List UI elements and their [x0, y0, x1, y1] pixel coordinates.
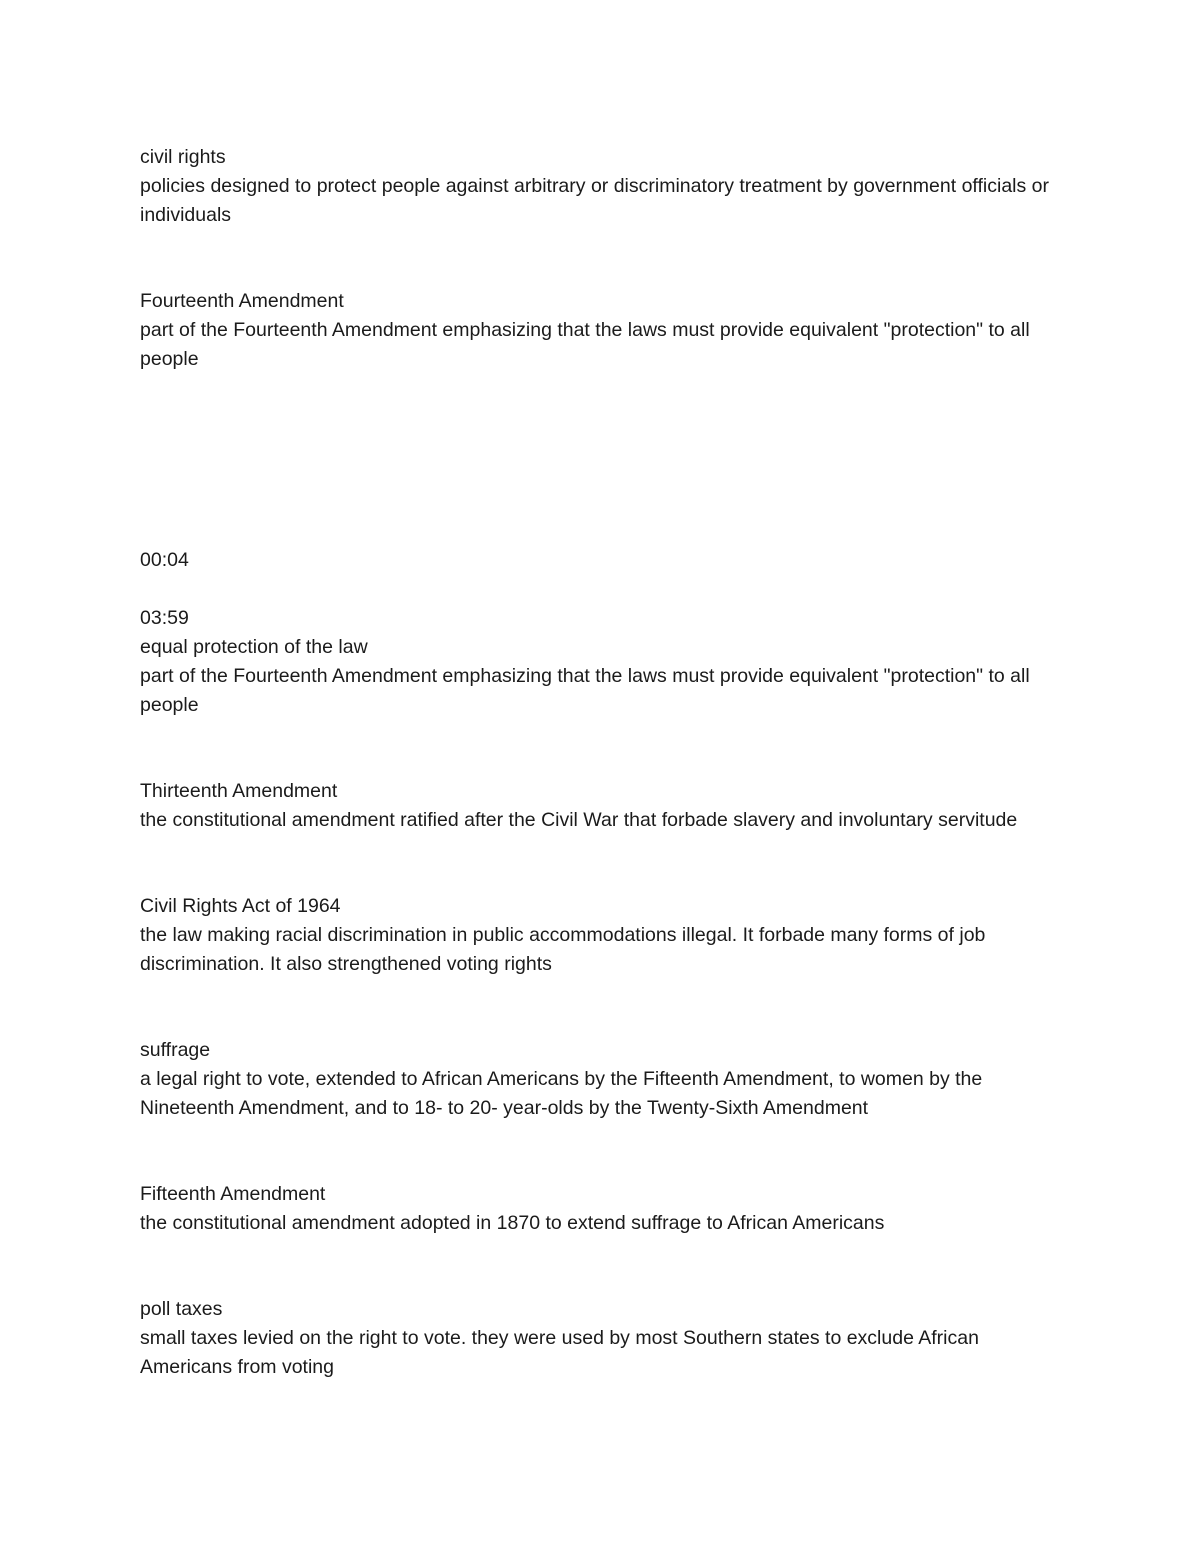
definition-text: the constitutional amendment adopted in 1870 to extend suffrage to African Americans	[140, 1212, 885, 1234]
definition-text: part of the Fourteenth Amendment emphasizing that the laws must provide equivalent "protection" to all people	[140, 319, 1036, 370]
term-label: equal protection of the law	[140, 636, 368, 658]
definition-text: small taxes levied on the right to vote. they were used by most Southern states to exclude African Americans from voting	[140, 1327, 984, 1378]
definition-text: the constitutional amendment ratified after the Civil War that forbade slavery and involuntary servitude	[140, 809, 1018, 831]
term-label: Thirteenth Amendment	[140, 780, 338, 802]
term-label: Fifteenth Amendment	[140, 1183, 326, 1205]
glossary-entry-equal-protection	[140, 604, 1050, 720]
definition-text: a legal right to vote, extended to African Americans by the Fifteenth Amendment, to women by the Nineteenth Amendment, and to 18- to 20- year-olds by the Twenty-Sixth Amendment	[140, 1068, 988, 1119]
term-label: Civil Rights Act of 1964	[140, 895, 341, 917]
term-label: poll taxes	[140, 1298, 223, 1320]
term-label: civil rights	[140, 146, 226, 168]
definition-text: part of the Fourteenth Amendment emphasizing that the laws must provide equivalent "protection" to all people	[140, 665, 1036, 716]
term-label: Fourteenth Amendment	[140, 290, 344, 312]
glossary-entry-fourteenth-amendment	[140, 287, 1050, 374]
definition-text: policies designed to protect people against arbitrary or discriminatory treatment by government officials or individuals	[140, 175, 1055, 226]
timer-elapsed-block	[140, 546, 1050, 575]
definition-text: the law making racial discrimination in public accommodations illegal. It forbade many forms of job discrimination. It also strengthened voting rights	[140, 924, 991, 975]
glossary-entry-suffrage	[140, 1036, 1050, 1123]
document-body	[140, 143, 1055, 1382]
term-label: suffrage	[140, 1039, 211, 1061]
glossary-entry-thirteenth-amendment	[140, 777, 1050, 835]
glossary-entry-poll-taxes	[140, 1295, 1050, 1382]
timer-elapsed: 00:04	[140, 549, 189, 571]
timer-remaining: 03:59	[140, 607, 189, 629]
glossary-entry-fifteenth-amendment	[140, 1180, 1050, 1238]
glossary-entry-civil-rights-act-1964	[140, 892, 1050, 979]
glossary-entry-civil-rights	[140, 143, 1055, 230]
